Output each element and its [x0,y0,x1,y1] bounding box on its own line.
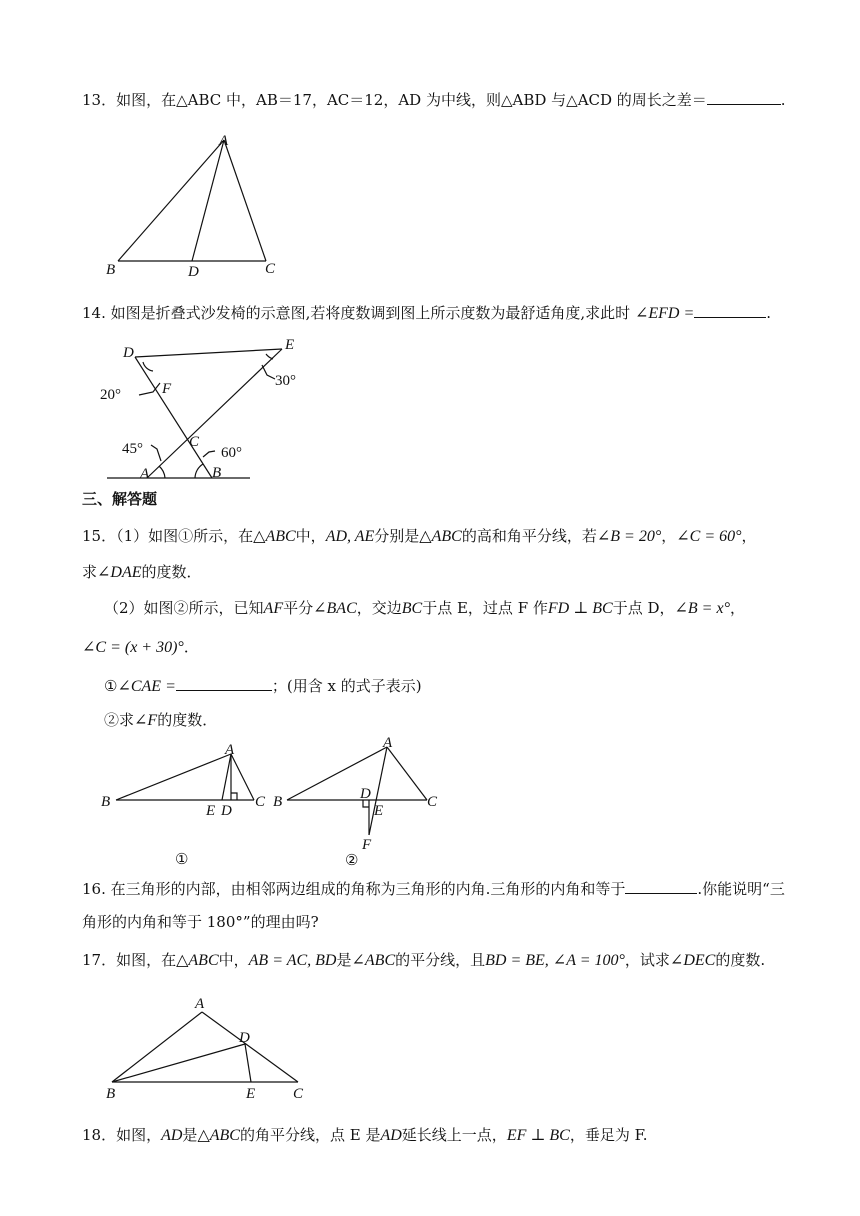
q15-line-2: 求∠DAE的度数． [82,563,202,581]
q17-triangle-figure [100,990,320,1105]
q13-label-b: B [106,262,116,278]
q14-label-d: D [123,345,134,361]
q13-label-d: D [188,264,199,280]
q13-answer-blank[interactable] [707,90,781,105]
q18-text: 18．如图，AD是△ABC的角平分线，点 E 是AD延长线上一点，EF ⊥ BC，垂足为 F. [82,1126,648,1144]
q17-label-d: D [239,1030,250,1046]
q14-seat-de [135,349,282,357]
q14-arrow-45 [151,445,161,461]
q14-angle-30: 30° [275,373,296,389]
fig2-label-d: D [360,786,371,802]
q15-line-5: ①∠CAE = ；(用含 x 的式子表示) [104,677,422,695]
q17-label-c: C [293,1086,304,1102]
fig1-label-d: D [221,803,232,819]
q14-label-a: A [140,466,150,482]
q14-angle-20: 20° [100,387,121,403]
fig2-side-ab [287,747,387,800]
q15-line-3: （2）如图②所示，已知AF平分∠BAC，交边BC于点 E，过点 F 作FD ⊥ BC于点 D，∠B = x°， [104,599,745,617]
q14-arrow-30 [262,365,275,379]
fig1-bisector-ae [222,754,231,800]
fig2-side-ac [387,747,427,800]
fig1-right-angle-mark [231,793,237,800]
q14-text: 14. 如图是折叠式沙发椅的示意图,若将度数调到图上所示度数为最舒适角度,求此时 ∠EFD = . [82,304,772,322]
fig2-label-e: E [374,803,384,819]
q14-arrow-20 [139,383,160,395]
fig1-label-c: C [255,794,266,810]
fig1-label-a: A [225,742,235,758]
fig1-label-b: B [101,794,111,810]
q14-leg-db [135,357,212,478]
q15-line-1: 15．（1）如图①所示，在△ABC中，AD, AE分别是△ABC的高和角平分线，若∠B = 20°，∠C = 60°， [82,527,757,545]
fig2-caption: ② [345,853,359,869]
q14-arrow-60 [203,451,215,457]
fig2-label-b: B [273,794,283,810]
q13-label-a: A [219,133,229,149]
q17-text: 17．如图，在△ABC中，AB = AC, BD是∠ABC的平分线，且BD = BE, ∠A = 100°，试求∠DEC的度数. [82,951,766,969]
q17-bisector-bd [112,1044,245,1082]
q14-leg-ae [147,349,282,478]
fig2-bisector-af [369,747,387,835]
q14-angle-45: 45° [122,441,143,457]
q17-label-b: B [106,1086,116,1102]
q14-answer-blank[interactable] [694,303,766,318]
q14-label-e: E [285,337,295,353]
q14-label-b: B [212,465,222,481]
q17-segment-de [245,1044,251,1082]
q16-line-1: 16. 在三角形的内部，由相邻两边组成的角称为三角形的内角.三角形的内角和等于 .你能说明“三 [82,880,785,898]
q17-side-ab [112,1012,202,1082]
q14-angle-60: 60° [221,445,242,461]
q14-arc-b [195,464,203,478]
q14-sofa-chair-figure [95,335,315,485]
q15-answer-blank[interactable] [176,676,272,691]
fig2-label-f: F [362,837,372,853]
q14-arc-d [143,362,153,371]
q16-line-2: 角形的内角和等于 180°”的理由吗? [82,913,319,931]
q14-arc-e [266,354,273,359]
fig1-side-ab [116,754,231,800]
q17-side-ac [202,1012,298,1082]
section-3-heading: 三、解答题 [82,490,158,508]
q17-label-a: A [195,996,205,1012]
q15-figure-2 [272,735,452,870]
q16-answer-blank[interactable] [625,879,697,894]
q13-side-ac [224,140,266,261]
q14-label-c: C [189,434,200,450]
q13-triangle-figure [100,128,300,283]
q14-arc-a [159,466,165,478]
fig1-caption: ① [175,852,189,868]
q13-label-c: C [265,261,276,277]
q13-text: 13．如图，在△ABC 中，AB＝17，AC＝12，AD 为中线，则△ABD 与△ACD 的周长之差＝ . [82,91,786,109]
fig2-label-a: A [383,735,393,751]
q15-line-4: ∠C = (x + 30)°． [82,638,199,656]
fig2-label-c: C [427,794,438,810]
q15-figure-1 [96,742,276,872]
q15-line-6: ②求∠F的度数． [104,711,218,729]
q17-label-e: E [246,1086,256,1102]
q14-label-f: F [162,381,172,397]
fig1-label-e: E [206,803,216,819]
